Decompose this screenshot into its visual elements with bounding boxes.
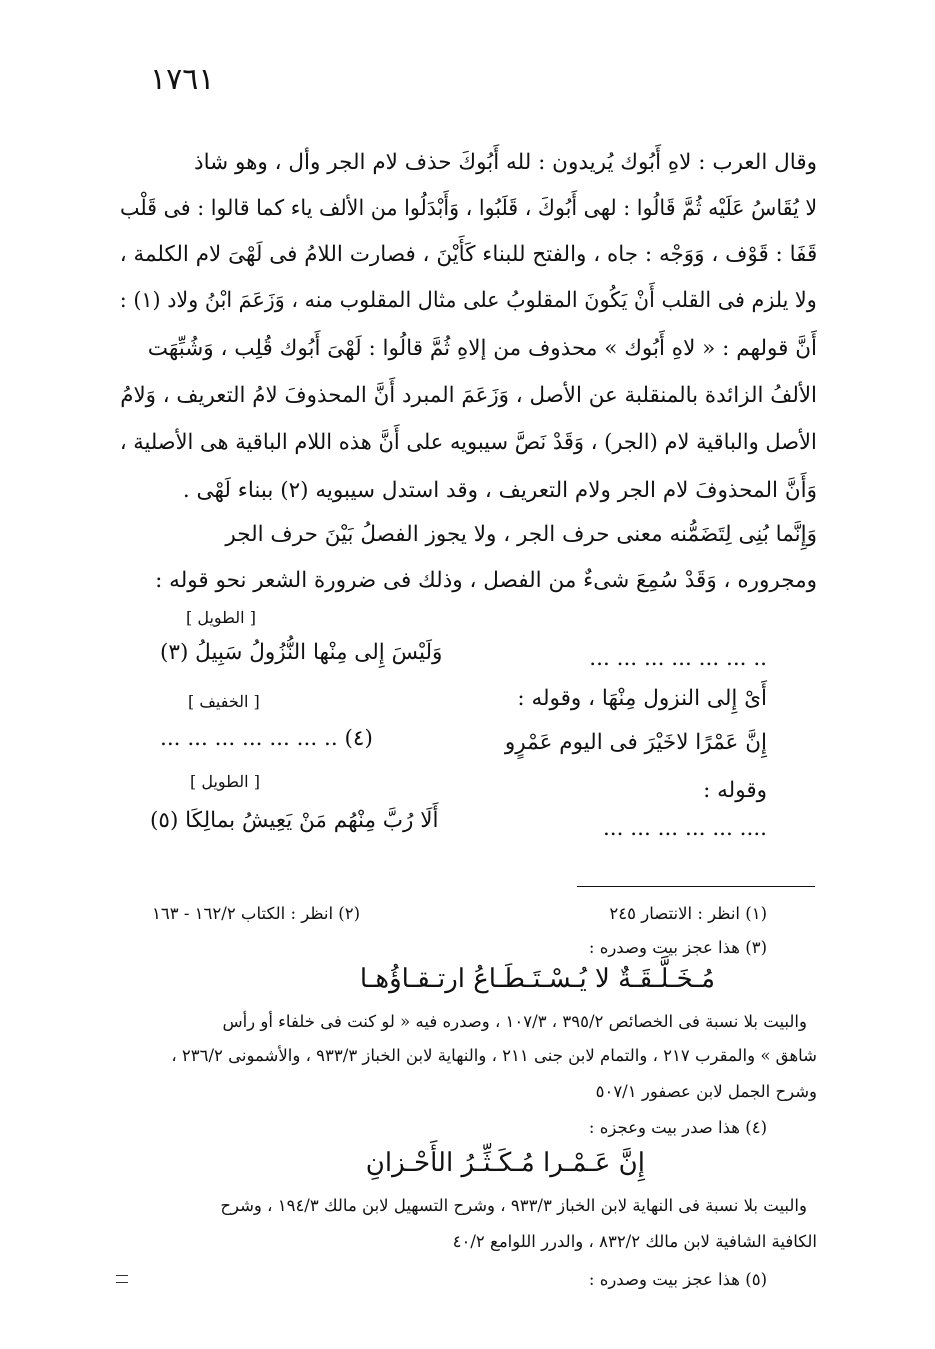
meter-label: [ الطويل ] — [186, 608, 256, 627]
footnote-separator — [577, 886, 815, 887]
footnote-line: والبيت بلا نسبة فى الخصائص ٣٩٥/٢ ، ١٠٧/٣ ، وصدره فيه « لو كنت فى خلفاء أو رأس — [222, 1012, 807, 1031]
scan-mark — [116, 1275, 128, 1283]
meter-label: [ الطويل ] — [190, 772, 260, 791]
body-line: وقال العرب : لاهِ أَبُوك يُريدون : لله أَبُوكَ حذف لام الجر وأل ، وهو شاذ — [194, 150, 817, 175]
body-line: أَنَّ قولهم : « لاهِ أَبُوك » محذوف من إلاهِ ثُمَّ قالُوا : لَهْىَ أَبُوك قُلِب ، وَشُبِّهَت — [147, 336, 817, 361]
verse-hemistich: وَلَيْسَ إِلى مِنْها النُّزُولُ سَبِيلُ (٣) — [160, 640, 443, 665]
body-line: ومجروره ، وَقَدْ سُمِعَ شىءٌ من الفصل ، وذلك فى ضرورة الشعر نحو قوله : — [155, 568, 817, 593]
verse-hemistich: إِنَّ عَمْرًا لاخَيْرَ فى اليوم عَمْرٍو — [504, 730, 767, 755]
verse-hemistich: أَلَا رُبَّ مِنْهُم مَنْ يَعِيشُ بمالِكَا (٥) — [150, 808, 439, 833]
body-line: ولا يلزم فى القلب أَنْ يَكُونَ المقلوبُ على مثال المقلوب منه ، وَزَعَمَ ابْنُ ولاد (١) : — [120, 288, 817, 313]
footnote: (٢) انظر : الكتاب ١٦٢/٢ - ١٦٣ — [152, 904, 361, 923]
footnote-verse: إِنَّ عَـمْـرا مُـكَـثِّـرُ الأَحْـزانِ — [365, 1148, 645, 1178]
verse-hemistich: .. ... ... ... ... ... ... — [589, 646, 767, 671]
body-line: الأصل والباقية لام (الجر) ، وَقَدْ نَصَّ سيبويه على أَنَّ هذه اللام الباقية هى الأصلية ، — [120, 430, 817, 455]
footnote-line: والبيت بلا نسبة فى النهاية لابن الخباز ٩٣٣/٣ ، وشرح التسهيل لابن مالك ١٩٤/٣ ، وشرح — [220, 1196, 807, 1215]
meter-label: [ الخفيف ] — [188, 692, 260, 711]
footnote: (٤) هذا صدر بيت وعجزه : — [588, 1118, 767, 1137]
body-line: قَفَا : قَوْف ، وَوَجْه : جاه ، والفتح للبناء كَأَيْنَ ، فصارت اللامُ فى لَهْىَ لام الكلمة ، — [119, 242, 817, 267]
footnote: (١) انظر : الانتصار ٢٤٥ — [609, 904, 767, 923]
page-number: ١٧٦١ — [150, 62, 215, 97]
footnote-line: شاهق » والمقرب ٢١٧ ، والتمام لابن جنى ٢١١ ، والنهاية لابن الخباز ٩٣٣/٣ ، والأشمونى ٢٣٦/٢ ، — [171, 1046, 817, 1065]
verse-hemistich: (٤) .. ... ... ... ... ... ... — [160, 726, 373, 751]
footnote: (٥) هذا عجز بيت وصدره : — [588, 1270, 767, 1289]
bridge-text: أَىْ إِلى النزول مِنْهَا ، وقوله : — [517, 686, 767, 711]
body-line: وَإِنَّما بُنِى لِتَضَمُّنه معنى حرف الجر ، ولا يجوز الفصلُ بَيْنَ حرف الجر — [225, 522, 817, 547]
bridge-text: وقوله : — [703, 778, 767, 803]
body-line: وَأَنَّ المحذوفَ لام الجر ولام التعريف ، وقد استدل سيبويه (٢) ببناء لَهْى . — [182, 478, 817, 503]
footnote-line: الكافية الشافية لابن مالك ٨٣٢/٢ ، والدرر اللوامع ٤٠/٢ — [452, 1232, 817, 1251]
footnote-verse: مُـخَـلَّـقَـةٌ لا يُـسْـتَـطَـاعُ ارتـقـاؤُهـا — [359, 964, 715, 994]
body-line: لا يُقَاسُ عَلَيْه ثُمَّ قَالُوا : لهى أَبُوكَ ، قَلَبُوا ، وَأَبْدَلُوا من الألف ياء كما قالوا : فى قَلْب — [119, 196, 817, 221]
verse-hemistich: .... ... ... ... ... ... — [602, 816, 767, 841]
footnote: (٣) هذا عجز بيت وصدره : — [588, 938, 767, 957]
body-line: الألفُ الزائدة بالمنقلبة عن الأصل ، وَزَعَمَ المبرد أَنَّ المحذوفَ لامُ التعريف ، وَلامُ — [120, 383, 817, 408]
footnote-line: وشرح الجمل لابن عصفور ٥٠٧/١ — [595, 1082, 817, 1101]
